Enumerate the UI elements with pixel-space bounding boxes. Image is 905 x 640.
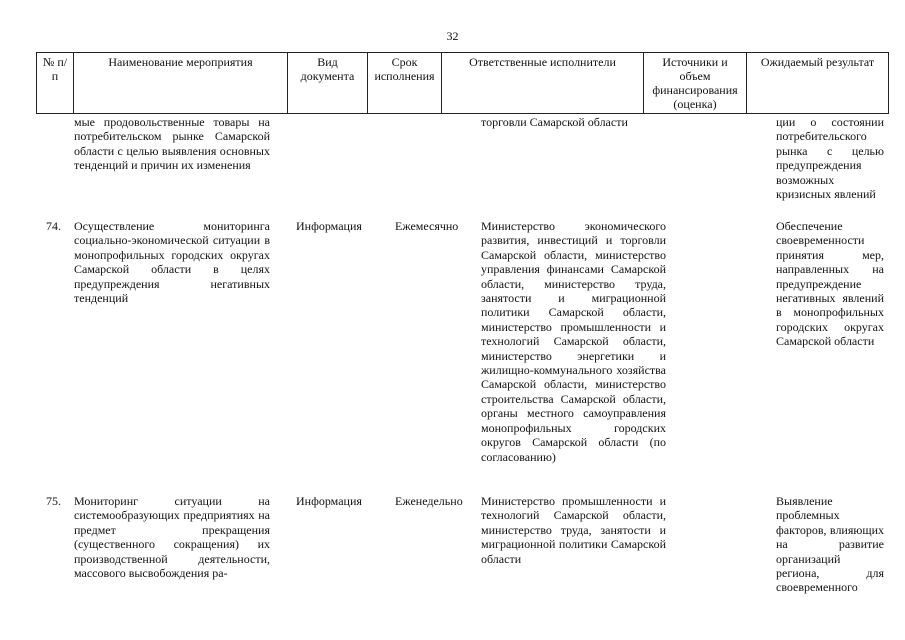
row-0-name: мые продовольственные товары на потребительском рынке Самарской области с целью выявления основных тенденций и причин их изменения [74, 115, 270, 173]
row-75-responsible: Министерство промышленности и технологий Самарской области, министерство труда, занятости и миграционной политики Самарской области [481, 494, 666, 566]
header-name: Наименование мероприятия [74, 53, 288, 114]
header-responsible: Ответственные исполнители [442, 53, 644, 114]
header-term: Срок исполнения [368, 53, 442, 114]
row-74-result: Обеспечение своевременности принятия мер, направленных на предупреждение негативных явлений в монопрофильных городских округах Самарской области [776, 219, 884, 349]
header-funding-source: Источники и объем финансирования (оценка) [644, 53, 747, 114]
row-74-name: Осуществление мониторинга социально-экономической ситуации в монопрофильных городских округах Самарской области в целях предупреждения негативных тенденций [74, 219, 270, 306]
row-75-term: Еженедельно [395, 494, 463, 508]
row-0-responsible: торговли Самарской области [481, 115, 628, 129]
row-75-result: Выявление проблемных факторов, влияющих на развитие организаций региона, для своевременного [776, 494, 884, 595]
header-doc-type: Вид документа [288, 53, 368, 114]
row-75-name: Мониторинг ситуации на системообразующих предприятиях на предмет прекращения (существенного сокращения) их производственной деятельности, массового высвобождения ра- [74, 494, 270, 581]
row-0-result: ции о состоянии потребительского рынка с целью предупреждения возможных кризисных явлений [776, 115, 884, 202]
table-header [36, 52, 889, 114]
page-number: 32 [446, 29, 459, 43]
row-74-responsible: Министерство экономического развития, инвестиций и торговли Самарской области, министерство управления финансами Самарской области, министерство труда, занятости и миграционной политики Самарской области, министерство промышленности и технологий Самарской области, министерство энергетики и жилищно-коммунального хозяйства Самарской области, министерство строительства Самарской области, органы местного самоуправления монопрофильных городских округов Самарской области (по согласованию) [481, 219, 666, 464]
row-74-term: Ежемесячно [395, 219, 459, 233]
row-74-doc-type: Информация [296, 219, 362, 233]
row-74-number: 74. [46, 219, 61, 233]
row-75-doc-type: Информация [296, 494, 362, 508]
row-75-number: 75. [46, 494, 61, 508]
header-num: № п/п [37, 53, 74, 114]
header-expected-result: Ожидаемый результат [747, 53, 889, 114]
